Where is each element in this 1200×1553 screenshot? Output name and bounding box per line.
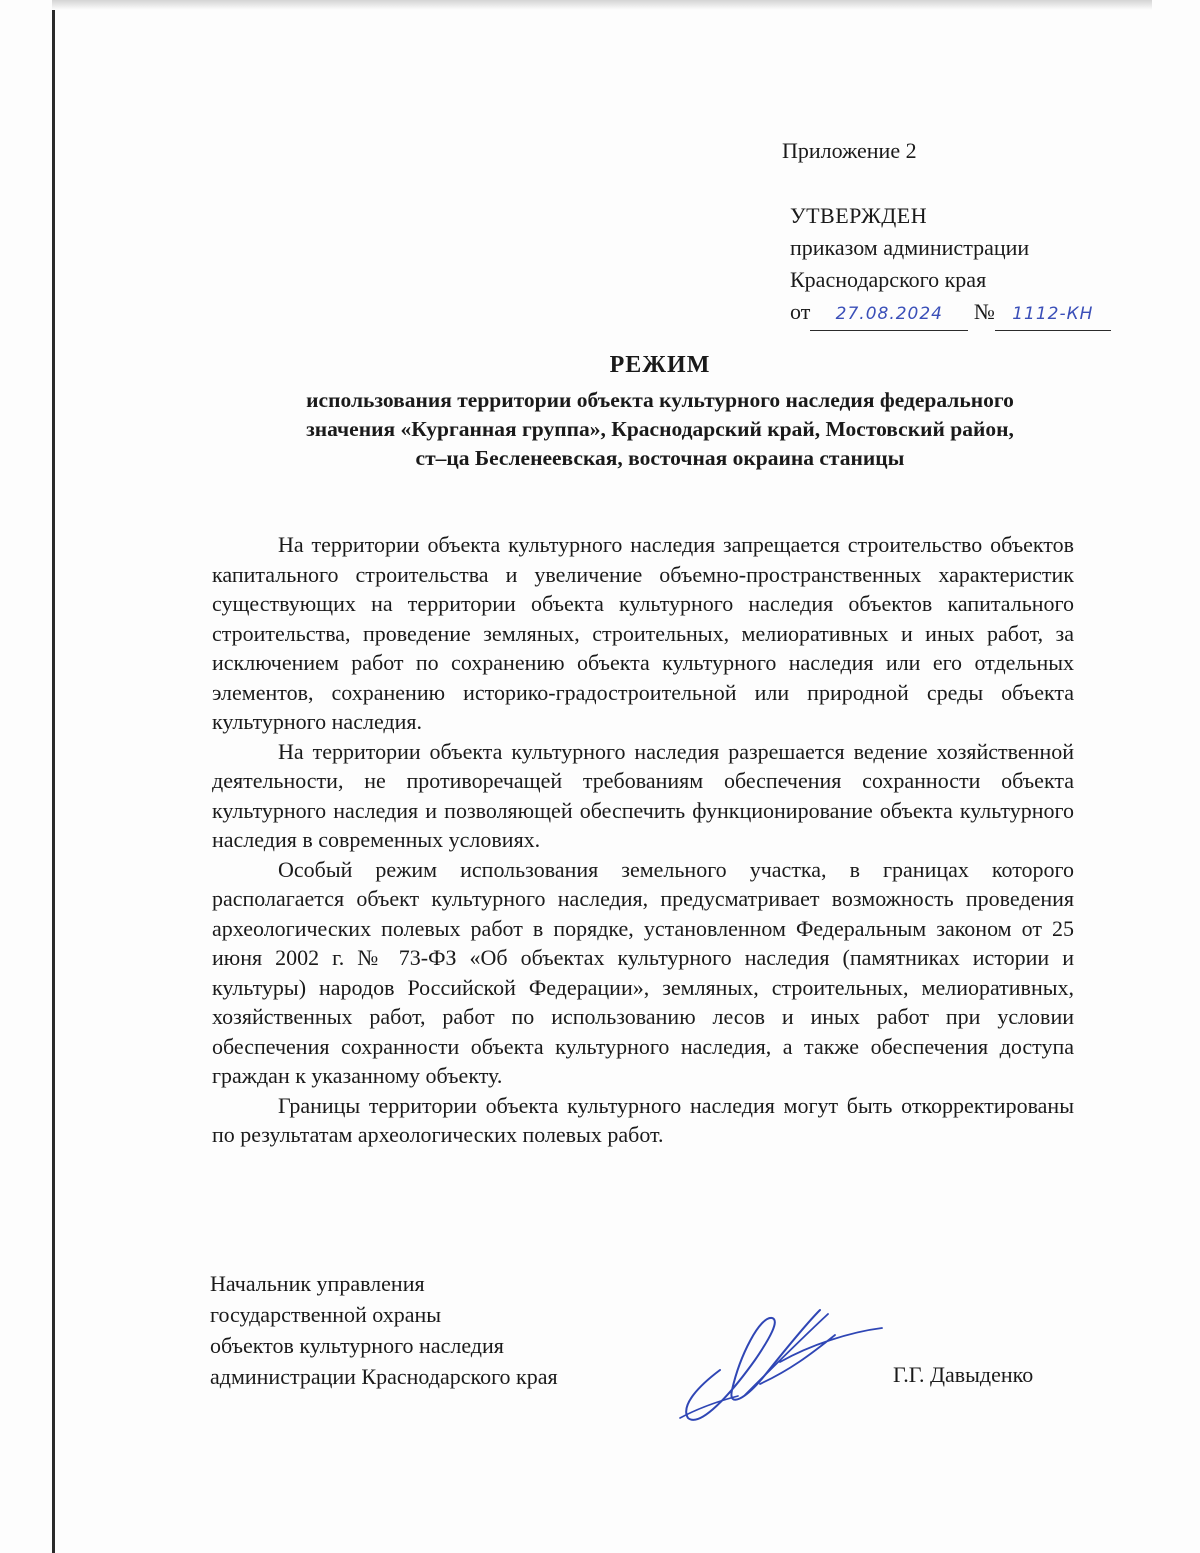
body-paragraph: Особый режим использования земельного участка, в границах которого располагается объект культурного наследия, предусматривает возможность проведения археологических полевых работ в порядке, установленном Федеральным законом от 25 июня 2002 г. № 73-ФЗ «Об объектах культурного наследия (памятниках истории и культуры) народов Российской Федерации», земляных, строительных, мелиоративных, хозяйственных работ, работ по использованию лесов и иных работ при условии обеспечения сохранности объекта культурного наследия, а также обеспечения доступа граждан к указанному объекту. <box>212 856 1074 1088</box>
position-line: государственной охраны <box>210 1302 442 1327</box>
body-paragraph: Границы территории объекта культурного наследия могут быть откорректированы по результатам археологических полевых работ. <box>212 1092 1074 1147</box>
position-line: Начальник управления <box>210 1271 425 1296</box>
order-date-number-line <box>790 296 1111 331</box>
subtitle-line: ст–ца Бесленеевская, восточная окраина станицы <box>415 446 905 470</box>
approval-block <box>790 200 1111 331</box>
handwritten-order-number: 1112-КН <box>995 298 1111 331</box>
document-body <box>212 530 1074 1150</box>
subtitle-line: использования территории объекта культурного наследия федерального <box>306 388 1014 412</box>
document-title: РЕЖИМ <box>609 352 711 378</box>
scan-top-shadow <box>52 0 1152 10</box>
approval-line-1: приказом администрации <box>790 235 1030 260</box>
signer-position <box>210 1268 558 1392</box>
order-number-prefix: № <box>973 299 995 324</box>
handwritten-order-date: 27.08.2024 <box>810 298 968 331</box>
document-subtitle <box>170 386 1150 473</box>
handwritten-signature <box>660 1300 890 1430</box>
subtitle-line: значения «Курганная группа», Краснодарский край, Мостовский район, <box>306 417 1014 441</box>
appendix-label: Приложение 2 <box>782 138 917 163</box>
order-from-prefix: от <box>790 299 811 324</box>
position-line: объектов культурного наследия <box>210 1333 504 1358</box>
approval-title: УТВЕРЖДЕН <box>790 203 928 228</box>
body-paragraph: На территории объекта культурного наследия разрешается ведение хозяйственной деятельности, не противоречащей требованиям обеспечения сохранности объекта культурного наследия и позволяющей обеспечить функционирование объекта культурного наследия в современных условиях. <box>212 738 1074 852</box>
approval-line-2: Краснодарского края <box>790 267 987 292</box>
body-paragraph: На территории объекта культурного наследия запрещается строительство объектов капитального строительства и увеличение объемно-пространственных характеристик существующих на территории объекта культурного наследия объектов капитального строительства, проведение земляных, строительных, мелиоративных и иных работ, за исключением работ по сохранению объекта культурного наследия или его отдельных элементов, сохранению историко-градостроительной или природной среды объекта культурного наследия. <box>212 532 1074 734</box>
position-line: администрации Краснодарского края <box>210 1364 558 1389</box>
scan-left-edge <box>52 0 55 1553</box>
signer-name: Г.Г. Давыденко <box>893 1362 1034 1387</box>
